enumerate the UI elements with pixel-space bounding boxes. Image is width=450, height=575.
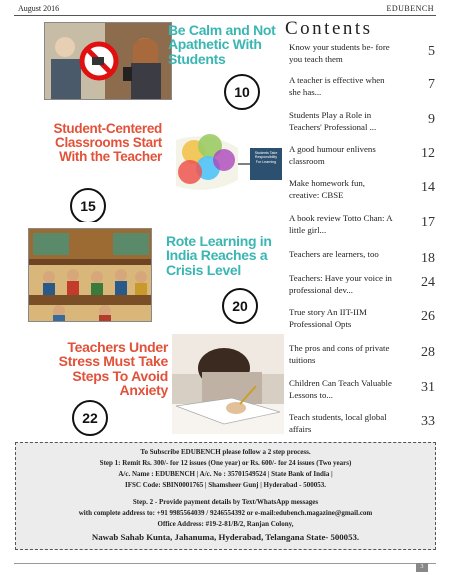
toc-item-title[interactable]: Students Play a Role in Teachers' Professional ...: [289, 110, 377, 132]
toc-item[interactable]: [289, 42, 439, 72]
toc-item-title[interactable]: Teach students, local global affairs: [289, 412, 387, 434]
toc-item[interactable]: [289, 378, 439, 408]
toc-item-title[interactable]: Teachers: Have your voice in professional dev...: [289, 273, 392, 295]
toc-item[interactable]: [289, 343, 439, 373]
subscription-line: IFSC Code: SBIN0001765 | Shamsheer Gunj | Hyderabad - 500053.: [125, 481, 326, 489]
feature-4[interactable]: [16, 332, 284, 440]
toc-item-page: 28: [421, 345, 435, 360]
page-number: 3: [416, 563, 428, 572]
feature-3-photo: [28, 228, 152, 322]
toc-item-page: 24: [421, 275, 435, 290]
feature-2-diagram: [168, 120, 284, 206]
toc-item-page: 5: [428, 44, 435, 59]
feature-2-title[interactable]: Student-Centered Classrooms Start With the Teacher: [53, 121, 162, 164]
toc-item-title[interactable]: A good humour enlivens classroom: [289, 144, 376, 166]
feature-1-title[interactable]: Be Calm and Not Apathetic With Students: [168, 22, 276, 67]
feature-3-title[interactable]: Rote Learning in India Reaches a Crisis Level: [166, 233, 272, 278]
toc-item[interactable]: [289, 144, 439, 174]
magazine-name: EDUBENCH: [386, 4, 434, 13]
footer-rule: [14, 563, 436, 564]
toc-item-title[interactable]: Know your students be- fore you teach them: [289, 42, 390, 64]
toc-item-page: 14: [421, 180, 435, 195]
feature-2[interactable]: [16, 118, 284, 222]
subscription-box: [15, 442, 436, 550]
toc-item-title[interactable]: A teacher is effective when she has...: [289, 75, 385, 97]
feature-1[interactable]: [16, 20, 284, 110]
feature-3[interactable]: [16, 226, 284, 328]
feature-1-photo: [44, 22, 172, 100]
feature-4-photo: [172, 334, 284, 434]
toc-item[interactable]: [289, 307, 439, 337]
toc-item-page: 18: [421, 251, 435, 266]
toc-item-page: 31: [421, 380, 435, 395]
toc-item[interactable]: [289, 273, 439, 303]
feature-1-page: 10: [224, 74, 260, 110]
toc-item-page: 26: [421, 309, 435, 324]
toc-item-page: 9: [428, 112, 435, 127]
toc-item[interactable]: [289, 75, 439, 105]
subscription-line: A/c. Name : EDUBENCH | A/c. No : 35701549524 | State Bank of India |: [118, 470, 333, 478]
feature-4-title[interactable]: Teachers Under Stress Must Take Steps To Avoid Anxiety: [58, 339, 168, 398]
contents-heading: Contents: [285, 18, 373, 39]
subscription-line: Step. 2 - Provide payment details by Text/WhatsApp messages: [132, 498, 319, 506]
toc-item[interactable]: [289, 178, 439, 208]
toc-item-title[interactable]: Teachers are learners, too: [289, 249, 379, 259]
diagram-label: Students Take Responsibility For Learning: [254, 151, 278, 164]
toc-item[interactable]: [289, 213, 439, 243]
office-address-line2: Nawab Sahab Kunta, Jahanuma, Hyderabad, Telangana State- 500053.: [91, 532, 360, 542]
toc-item-page: 33: [421, 414, 435, 429]
subscription-line: To Subscribe EDUBENCH please follow a 2 step process.: [140, 448, 311, 456]
toc-item-title[interactable]: True story An IIT-IIM Professional Opts: [289, 307, 367, 329]
toc-item-title[interactable]: The pros and cons of private tuitions: [289, 343, 390, 365]
subscription-line: Step 1: Remit Rs. 300/- for 12 issues (One year) or Rs. 600/- for 24 issues (Two years): [99, 459, 352, 467]
feature-4-page: 22: [72, 400, 108, 436]
toc-item[interactable]: [289, 110, 439, 140]
toc-item-title[interactable]: Children Can Teach Valuable Lessons to...: [289, 378, 392, 400]
feature-3-page: 20: [222, 288, 258, 324]
toc-item-page: 12: [421, 146, 435, 161]
toc-item-title[interactable]: A book review Totto Chan: A little girl...: [289, 213, 393, 235]
toc-item-page: 17: [421, 215, 435, 230]
toc-item-title[interactable]: Make homework fun, creative: CBSE: [289, 178, 365, 200]
toc-item-page: 7: [428, 77, 435, 92]
office-address: Office Address: #19-2-81/B/2, Ranjan Colony,: [157, 520, 294, 528]
toc-item[interactable]: [289, 412, 439, 442]
subscription-line: with complete address to: +91 9985564039 / 9246554392 or e-mail:edubench.magazine@gmail.com: [78, 509, 373, 517]
issue-date: August 2016: [18, 4, 60, 13]
feature-2-page: 15: [70, 188, 106, 222]
page-header: [14, 2, 436, 16]
